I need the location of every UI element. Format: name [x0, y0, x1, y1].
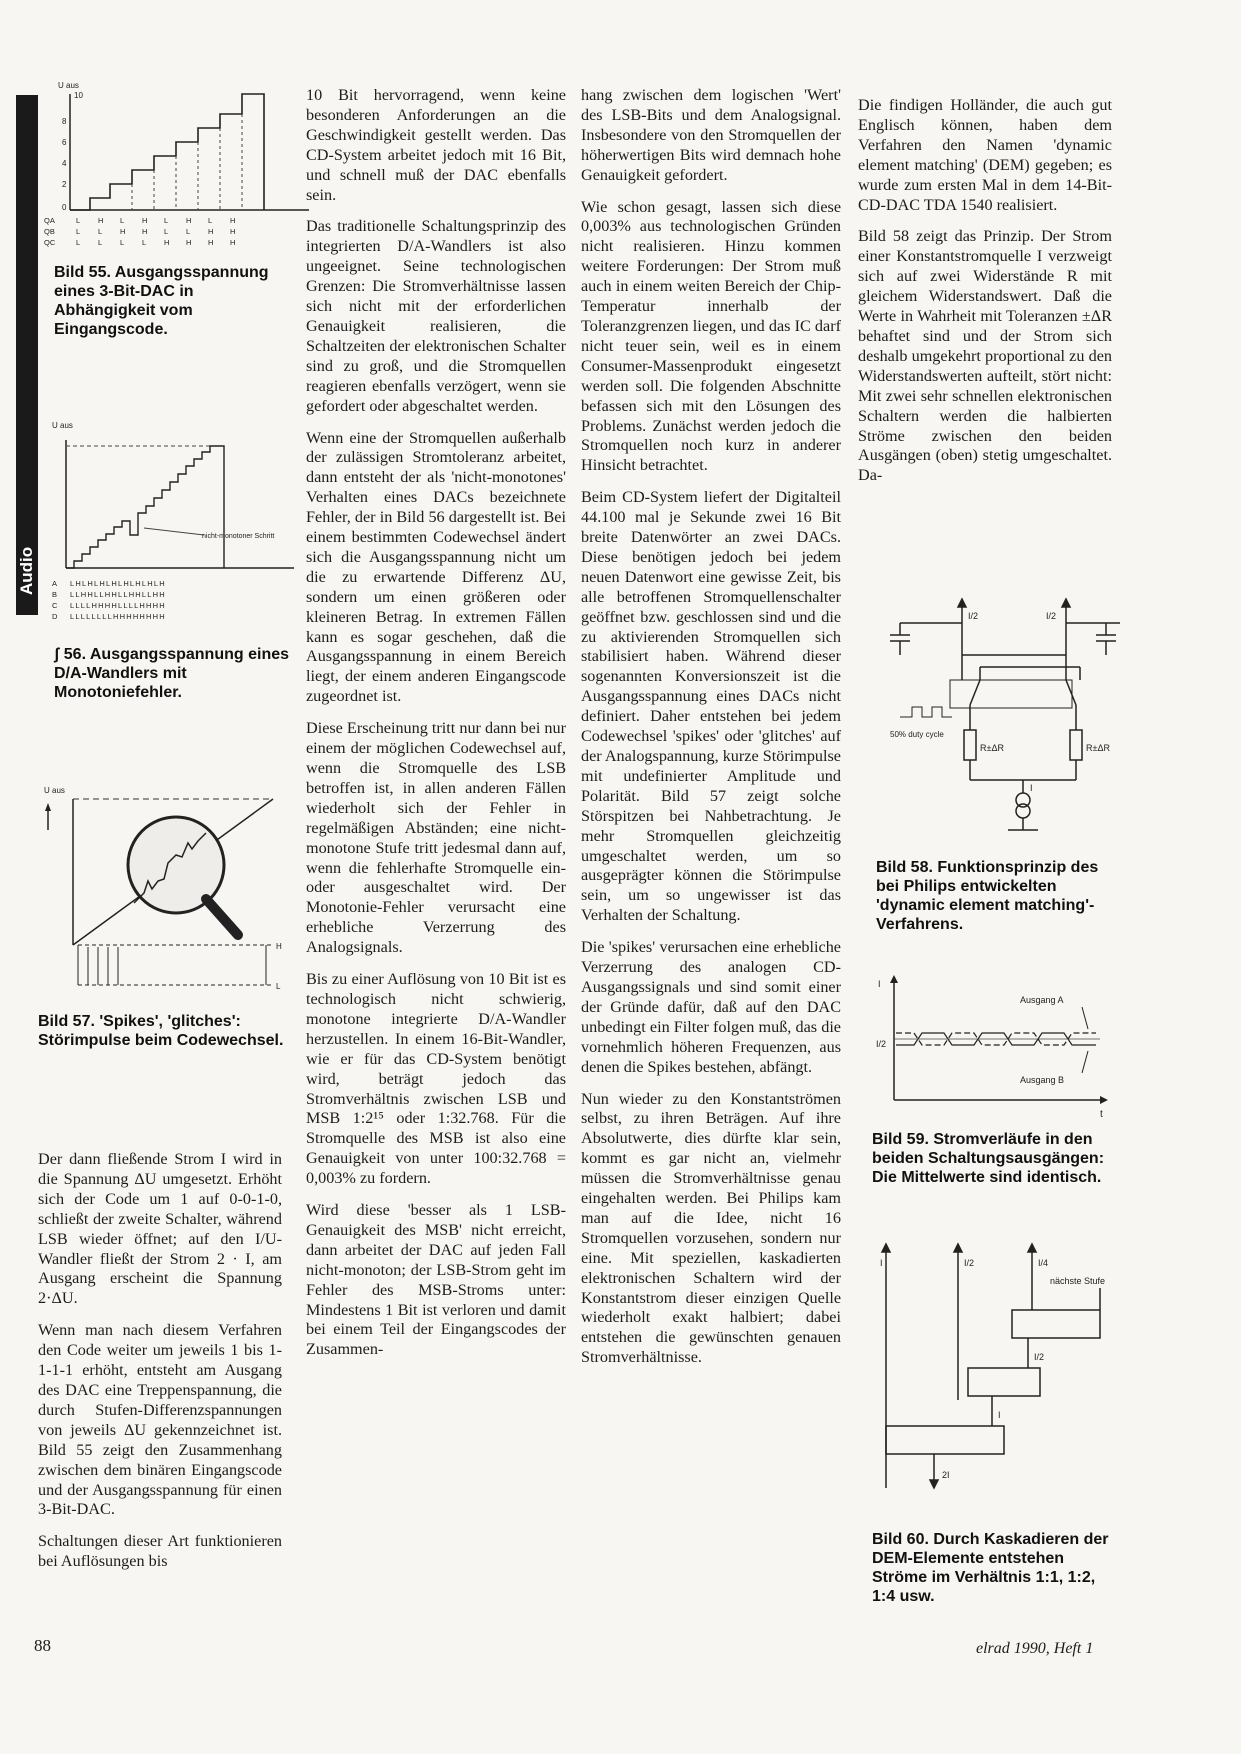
fig55-bit: L: [186, 227, 191, 236]
fig55-bit: L: [76, 238, 81, 247]
fig56-annotation: nicht-monotoner Schritt: [202, 533, 275, 540]
caption-bild55: Bild 55. Ausgangsspannung eines 3-Bit-DAC in Abhängigkeit vom Eingangscode.: [54, 264, 269, 338]
fig59-y-half: I/2: [876, 1039, 887, 1049]
fig55-ytick: 6: [62, 138, 67, 147]
column-3: [581, 86, 841, 1380]
paragraph: Bild 58 zeigt das Prinzip. Der Strom einer Konstantstromquelle I verzweigt sich auf zwei Widerstände R mit gleichem Widerstandswert. Daß die Werte in Wahrheit mit Toleranzen ±ΔR behaftet sind und der Strom sich deshalb umgekehrt proportional zu den Widerstandswerten aufteilt, stört nicht: Mit zwei sehr schnellen elektronischen Schaltern werden die halbierten Ströme zwischen den beiden Ausgängen (oben) stetig umgeschaltet. Da-: [858, 227, 1112, 485]
fig55-bit: H: [120, 227, 126, 236]
figure-58: [880, 595, 1120, 850]
fig55-yticks: [62, 91, 83, 212]
fig55-row-label: QA: [44, 216, 55, 225]
column-4: [858, 96, 1112, 498]
paragraph: hang zwischen dem logischen 'Wert' des LSB-Bits und dem Analogsignal. Insbesondere von den Stromquellen der höherwertigen Bits wird demnach hohe Genauigkeit gefordert.: [581, 86, 841, 184]
paragraph: Wenn eine der Stromquellen außerhalb der zulässigen Stromtoleranz arbeitet, dann entsteht der als 'nicht-monotones' Verhalten eines DACs bezeichnete Fehler, der in Bild 56 dargestellt ist. Bei einem bestimmten Codewechsel ändert sich die Ausgangsspannung nicht um die zu erwartende Differenz ΔU, sondern um einen größeren oder kleineren Betrag. In extremen Fällen kann es sogar geschehen, daß die Ausgangsspannung in einem Bereich liegt, der einem anderen Eingangscode zugeordnet ist.: [306, 428, 566, 706]
fig55-bit: L: [98, 227, 103, 236]
fig55-row-label: QB: [44, 227, 55, 236]
section-tab-label: Audio: [17, 546, 36, 596]
paragraph: Schaltungen dieser Art funktionieren bei Auflösungen bis: [38, 1532, 282, 1571]
paragraph: Wie schon gesagt, lassen sich diese 0,003% aus technologischen Gründen nicht realisieren. Hinzu kommen weitere Forderungen: Der Strom muß auch in einem weiten Bereich der Chip-Temperatur innerhalb der Toleranzgrenzen liegen, und das IC darf nicht teuer sein, weil es in einem Consumer-Massenprodukt eingesetzt werden soll. Die folgenden Abschnitte befassen sich mit den Lösungen des Problems. Zunächst werden jedoch die Stromquellen noch kurz in anderer Hinsicht betrachtet.: [581, 197, 841, 475]
fig59-out-b: Ausgang B: [1020, 1075, 1065, 1085]
caption-bild59: Bild 59. Stromverläufe in den beiden Schaltungsausgängen: Die Mittelwerte sind identisch.: [872, 1131, 1105, 1186]
paragraph: Das traditionelle Schaltungsprinzip des integrierten D/A-Wandlers ist also ungeeignet. Seine technologischen Grenzen: Die Stromverhältnisse lassen sich nicht mit der erforderlichen Genauigkeit realisieren, die Schaltzeiten der elektronischen Schalter sind zu groß, und die Stromquellen reagieren ebenfalls verzögert, wenn sie gefordert oder abgeschaltet werden.: [306, 217, 566, 415]
fig55-bit: H: [186, 216, 192, 225]
fig60-i: I: [880, 1258, 883, 1268]
paragraph: Beim CD-System liefert der Digitalteil 44.100 mal je Sekunde zwei 16 Bit breite Datenwörter an zwei DACs. Diese benötigen jedoch bei jedem neuen Datenwort eine gewisse Zeit, bis alle betroffenen Stromquellenschalter geöffnet bzw. geschlossen sind und die zu aktivierenden Stromquellen sich stabilisiert haben. Während dieser sogenannten Konversionszeit ist die Ausgangsspannung eines DACs nicht definiert. Daher entstehen bei jedem Codewechsel 'spikes' oder 'glitches' auf der Analogspannung, kurze Störimpulse mit undefinierter Amplitude und Polarität. Bild 57 zeigt solche Störspitzen bei Nahbetrachtung. Je mehr Stromquellen gleichzeitig umgeschaltet werden, um so ausgeprägter können die Störimpulse sein, um so ungewisser ist das Verhalten der Schaltung.: [581, 488, 841, 925]
fig56-bits: LLLLHHHHLLLLHHHH: [70, 601, 166, 610]
fig56-bits: LLLLLLLLHHHHHHHH: [70, 612, 166, 621]
fig58-r2: R±ΔR: [1086, 743, 1110, 753]
fig55-ytick: 10: [74, 91, 83, 100]
fig55-staircase: [70, 94, 264, 210]
fig55-bit: H: [230, 227, 236, 236]
fig59-out-a: Ausgang A: [1020, 995, 1064, 1005]
figure-55: [44, 80, 314, 250]
caption-bild58: Bild 58. Funktionsprinzip des bei Philips entwickelten 'dynamic element matching'-Verfahrens.: [876, 859, 1099, 933]
fig55-bit: L: [98, 238, 103, 247]
fig55-ylabel: U aus: [58, 81, 79, 90]
fig59-y-i: I: [878, 979, 881, 989]
fig55-ytick: 0: [62, 203, 67, 212]
fig56-staircase: [66, 446, 224, 568]
paragraph: Diese Erscheinung tritt nur dann bei nur einem der möglichen Codewechsel auf, wenn die Stromquelle des LSB betroffen ist, in allen anderen Fällen wiederholt sich der Fehler in regelmäßigen Abständen; eine nicht-monotone Stufe tritt jedesmal dann auf, wenn die fehlerhafte Stromquelle ein- oder ausgeschaltet wird. Der Monotonie-Fehler verursacht eine erhebliche Verzerrung des Analogsignals.: [306, 719, 566, 957]
fig55-bit: H: [142, 227, 148, 236]
fig57-ylabel: U aus: [44, 786, 65, 795]
fig59-x-t: t: [1100, 1109, 1103, 1120]
fig55-bit: H: [230, 238, 236, 247]
fig60-quarter: I/4: [1038, 1258, 1049, 1268]
fig55-bit: H: [208, 227, 214, 236]
fig55-bit: L: [164, 216, 169, 225]
fig55-bit: L: [76, 216, 81, 225]
fig55-bit: H: [186, 238, 192, 247]
fig58-r1: R±ΔR: [980, 743, 1004, 753]
fig58-duty: 50% duty cycle: [890, 730, 944, 739]
fig55-ytick: 2: [62, 180, 67, 189]
fig55-bit: H: [142, 216, 148, 225]
fig57-label-h: H: [276, 942, 282, 951]
fig55-bit: L: [120, 216, 125, 225]
paragraph: Der dann fließende Strom I wird in die Spannung ΔU umgesetzt. Erhöht sich der Code um 1 auf 0-0-1-0, schließt der zweite Schalter, während LSB wieder öffnet; auf den I/U-Wandler fließt der Strom 2 · I, am Ausgang erscheint die Spannung 2·ΔU.: [38, 1150, 282, 1308]
fig56-ylabel: U aus: [52, 421, 73, 430]
fig56-bits: LLHHLLHHLLHHLLHH: [70, 590, 166, 599]
fig56-row-label: C: [52, 601, 58, 610]
fig55-bit: L: [208, 216, 213, 225]
paragraph: Die 'spikes' verursachen eine erhebliche Verzerrung des analogen CD-Ausgangssignals und sind somit einer der Gründe dafür, daß auf den DAC unbedingt ein Filter folgen muß, das die vornehmlich höheren Frequenzen, aus denen die Spikes bestehen, abfängt.: [581, 938, 841, 1076]
paragraph: Bis zu einer Auflösung von 10 Bit ist es technologisch nicht schwierig, monotone integrierte D/A-Wandler herzustellen. In einem 16-Bit-Wandler, wie er für das CD-System benötigt wird, beträgt jedoch das Stromverhältnis zwischen LSB und MSB 1:2¹⁵ oder 1:32.768. Für die Stromquelle des MSB ist also eine Genauigkeit von unter 100:32.768 = 0,003% zu fordern.: [306, 970, 566, 1188]
fig55-bit: L: [76, 227, 81, 236]
fig56-row-label: D: [52, 612, 58, 621]
fig55-bit: H: [208, 238, 214, 247]
fig55-bit: H: [98, 216, 104, 225]
caption-bild60: Bild 60. Durch Kaskadieren der DEM-Elemente entstehen Ströme im Verhältnis 1:1, 1:2, 1:4 usw.: [872, 1531, 1109, 1605]
fig56-row-label: B: [52, 590, 58, 599]
fig55-bit: L: [142, 238, 147, 247]
fig55-bit: H: [230, 216, 236, 225]
fig60-half: I/2: [964, 1258, 975, 1268]
caption-bild57: Bild 57. 'Spikes', 'glitches': Störimpulse beim Codewechsel.: [38, 1013, 284, 1049]
fig55-bit: L: [164, 227, 169, 236]
page-number: 88: [34, 1636, 51, 1655]
column-2: [306, 86, 566, 1372]
fig60-2i: 2I: [942, 1470, 950, 1480]
fig55-bit: H: [164, 238, 170, 247]
fig60-i2: I: [998, 1410, 1001, 1420]
fig58-half1: I/2: [968, 611, 979, 621]
paragraph: Nun wieder zu den Konstantströmen selbst, zu ihren Beträgen. Auf ihre Absolutwerte, dies dürfte klar sein, kommt es gar nicht an, vielmehr müssen die Stromverhältnisse genau eingehalten werden. Bei Philips kam man auf die Idee, nicht 16 Stromquellen vorzusehen, sondern nur eine. Mit speziellen, kaskadierten elektronischen Schaltern wird der Konstantstrom dieser einzigen Quelle wiederholt exakt halbiert; dabei entstehen die gewünschten genauen Stromverhältnisse.: [581, 1089, 841, 1367]
footer: elrad 1990, Heft 1: [976, 1640, 1094, 1657]
caption-bild56: ʃ 56. Ausgangsspannung eines D/A-Wandlers mit Monotoniefehler.: [54, 646, 290, 701]
fig56-bits: LHLHLHLHLHLHLHLH: [70, 579, 166, 588]
fig56-row-label: A: [52, 579, 58, 588]
fig57-label-l: L: [276, 982, 281, 991]
fig55-ytick: 4: [62, 159, 67, 168]
column-1: [38, 1150, 282, 1584]
paragraph: 10 Bit hervorragend, wenn keine besonderen Anforderungen an die Geschwindigkeit gestellt werden. Das CD-System arbeitet jedoch mit 16 Bit, und schnell muß der DAC ebenfalls sein.: [306, 86, 566, 204]
fig55-bit: L: [120, 238, 125, 247]
figure-56: [44, 418, 304, 628]
fig58-half2: I/2: [1046, 611, 1057, 621]
paragraph: Wenn man nach diesem Verfahren den Code weiter um jeweils 1 bis 1-1-1-1 erhöht, entsteht am Ausgang des DAC eine Treppenspannung, die durch Stufen-Differenzspannungen von jeweils ΔU gekennzeichnet ist. Bild 55 zeigt den Zusammenhang zwischen dem binären Eingangscode und der Ausgangsspannung für einen 3-Bit-DAC.: [38, 1321, 282, 1519]
fig60-half2: I/2: [1034, 1352, 1045, 1362]
fig55-ytick: 8: [62, 117, 67, 126]
fig55-row-label: QC: [44, 238, 56, 247]
paragraph: Wird diese 'besser als 1 LSB-Genauigkeit des MSB' nicht erreicht, dann arbeitet der DAC auf jeden Fall nicht-monoton; der LSB-Strom geht im Fehler des MSB-Stroms unter: Mindestens 1 Bit ist verloren und damit bei einem Teil der Eingangscodes der Zusammen-: [306, 1201, 566, 1359]
figure-57: [38, 785, 298, 1000]
paragraph: Die findigen Holländer, die auch gut Englisch können, haben dem Verfahren den Namen 'dynamic element matching' (DEM) gegeben; es wurde zum ersten Mal in dem 14-Bit-CD-DAC TDA 1540 realisiert.: [858, 96, 1112, 214]
figure-60: [872, 1240, 1112, 1515]
figure-59: [872, 975, 1112, 1120]
fig58-i: I: [1030, 783, 1033, 793]
fig60-next: nächste Stufe: [1050, 1276, 1106, 1286]
